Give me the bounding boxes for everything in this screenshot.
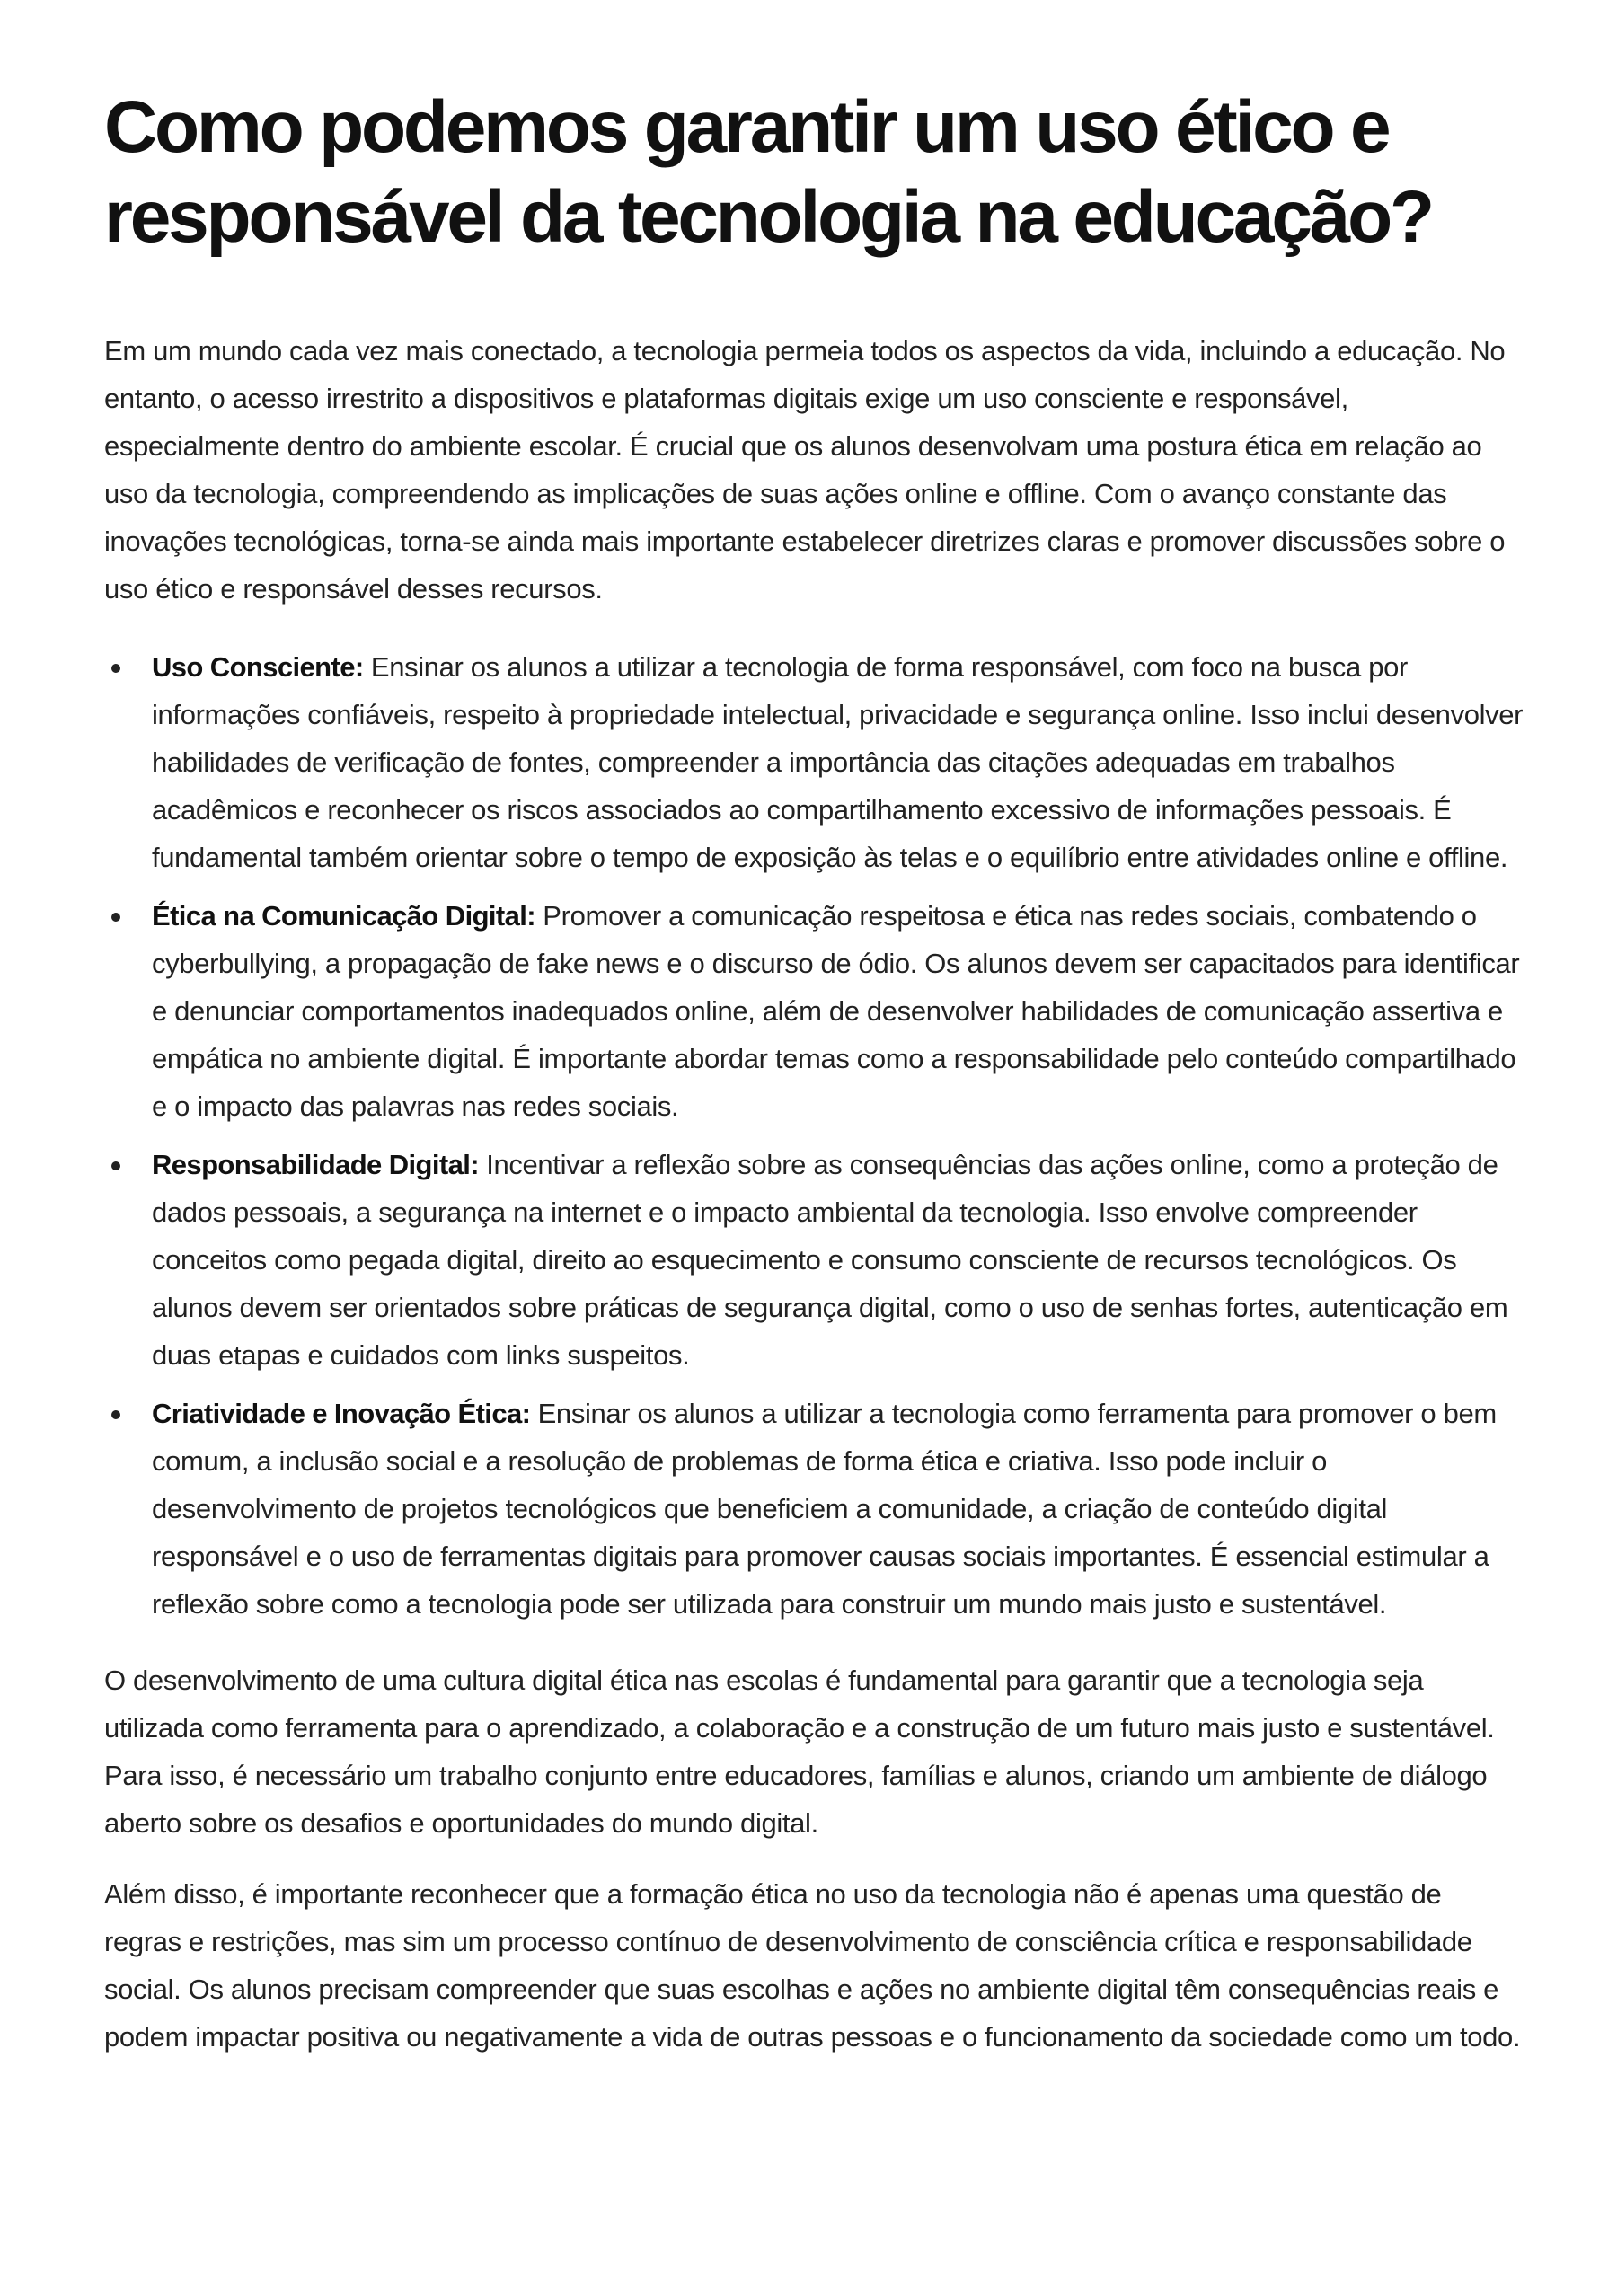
bullet-icon xyxy=(111,913,120,922)
list-item-term: Criatividade e Inovação Ética: xyxy=(152,1398,531,1429)
guideline-list xyxy=(104,643,1524,1628)
list-item-term: Responsabilidade Digital: xyxy=(152,1149,479,1180)
list-item-uso-consciente xyxy=(104,643,1524,881)
bullet-icon xyxy=(111,1161,120,1170)
list-item-text: Ensinar os alunos a utilizar a tecnologia de forma responsável, com foco na busca por informações confiáveis, respeito à propriedade intelectual, privacidade e segurança online. Isso inclui desenvolver habilidades de verificação de fontes, compreender a importância das citações adequadas em trabalhos acadêmicos e reconhecer os riscos associados ao compartilhamento excessivo de informações pessoais. É fundamental também orientar sobre o tempo de exposição às telas e o equilíbrio entre atividades online e offline. xyxy=(152,651,1524,873)
list-item-criatividade-inovacao xyxy=(104,1390,1524,1628)
intro-paragraph: Em um mundo cada vez mais conectado, a tecnologia permeia todos os aspectos da vida, incluindo a educação. No entanto, o acesso irrestrito a dispositivos e plataformas digitais exige um uso consciente e responsável, especialmente dentro do ambiente escolar. É crucial que os alunos desenvolvam uma postura ética em relação ao uso da tecnologia, compreendendo as implicações de suas ações online e offline. Com o avanço constante das inovações tecnológicas, torna-se ainda mais importante estabelecer diretrizes claras e promover discussões sobre o uso ético e responsável desses recursos. xyxy=(104,335,1506,605)
list-item-text: Promover a comunicação respeitosa e ética nas redes sociais, combatendo o cyberbullying, a propagação de fake news e o discurso de ódio. Os alunos devem ser capacitados para identificar e denunciar comportamentos inadequados online, além de desenvolver habilidades de comunicação assertiva e empática no ambiente digital. É importante abordar temas como a responsabilidade pelo conteúdo compartilhado e o impacto das palavras nas redes sociais. xyxy=(152,900,1520,1122)
list-item-responsabilidade-digital xyxy=(104,1141,1524,1379)
bullet-icon xyxy=(111,664,120,673)
list-item-text: Incentivar a reflexão sobre as consequências das ações online, como a proteção de dados pessoais, a segurança na internet e o impacto ambiental da tecnologia. Isso envolve compreender conceitos como pegada digital, direito ao esquecimento e consumo consciente de recursos tecnológicos. Os alunos devem ser orientados sobre práticas de segurança digital, como o uso de senhas fortes, autenticação em duas etapas e cuidados com links suspeitos. xyxy=(152,1149,1508,1371)
page-title: Como podemos garantir um uso ético e responsável da tecnologia na educação? xyxy=(104,86,1432,258)
bullet-icon xyxy=(111,1410,120,1419)
closing-paragraph-2: Além disso, é importante reconhecer que a formação ética no uso da tecnologia não é apenas uma questão de regras e restrições, mas sim um processo contínuo de desenvolvimento de consciência crítica e responsabilidade social. Os alunos precisam compreender que suas escolhas e ações no ambiente digital têm consequências reais e podem impactar positiva ou negativamente a vida de outras pessoas e o funcionamento da sociedade como um todo. xyxy=(104,1878,1521,2053)
list-item-term: Uso Consciente: xyxy=(152,651,364,683)
list-item-term: Ética na Comunicação Digital: xyxy=(152,900,536,932)
list-item-etica-comunicacao xyxy=(104,892,1524,1130)
list-item-text: Ensinar os alunos a utilizar a tecnologia como ferramenta para promover o bem comum, a inclusão social e a resolução de problemas de forma ética e criativa. Isso pode incluir o desenvolvimento de projetos tecnológicos que beneficiem a comunidade, a criação de conteúdo digital responsável e o uso de ferramentas digitais para promover causas sociais importantes. É essencial estimular a reflexão sobre como a tecnologia pode ser utilizada para construir um mundo mais justo e sustentável. xyxy=(152,1398,1497,1620)
closing-paragraph-1: O desenvolvimento de uma cultura digital ética nas escolas é fundamental para garantir que a tecnologia seja utilizada como ferramenta para o aprendizado, a colaboração e a construção de um futuro mais justo e sustentável. Para isso, é necessário um trabalho conjunto entre educadores, famílias e alunos, criando um ambiente de diálogo aberto sobre os desafios e oportunidades do mundo digital. xyxy=(104,1665,1495,1839)
document-page xyxy=(104,83,1524,2061)
